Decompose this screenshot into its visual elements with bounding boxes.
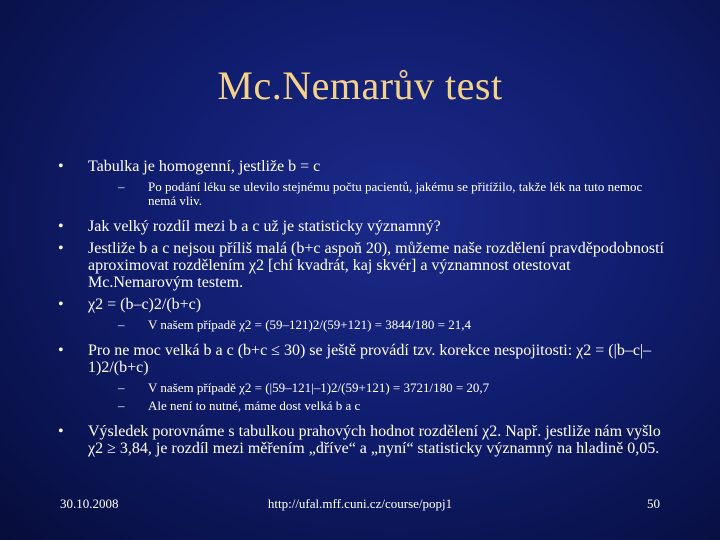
- bullet-text: Jestliže b a c nejsou příliš malá (b+c aspoň 20), můžeme naše rozdělení pravděpodobností aproximovat rozdělením χ2 [chí kvadrát, kaj skvér] a významnost otestovat Mc.Nemarovým testem.: [88, 240, 664, 291]
- footer-url: http://ufal.mff.cuni.cz/course/popj1: [267, 496, 453, 511]
- bullet-icon: •: [58, 342, 64, 359]
- sub-bullet-item: [118, 381, 668, 395]
- bullet-icon: •: [58, 296, 64, 313]
- bullet-item: [58, 296, 668, 313]
- bullet-item: [58, 423, 668, 457]
- bullet-item: [58, 342, 668, 376]
- slide-content: [58, 158, 668, 462]
- sub-bullet-text: V našem případě χ2 = (59–121)2/(59+121) = 3844/180 = 21,4: [148, 317, 471, 332]
- bullet-item: [58, 218, 668, 235]
- page-number: 50: [647, 496, 660, 511]
- sub-bullet-text: V našem případě χ2 = (|59–121|–1)2/(59+121) = 3721/180 = 20,7: [148, 380, 490, 395]
- bullet-text: Výsledek porovnáme s tabulkou prahových hodnot rozdělení χ2. Např. jestliže nám vyšlo χ2 ≥ 3,84, je rozdíl mezi měřením „dříve“ a „nyní“ statisticky významný na hladině 0,05.: [88, 423, 661, 457]
- sub-bullet-text: Ale není to nutné, máme dost velká b a c: [148, 398, 361, 413]
- bullet-text: Jak velký rozdíl mezi b a c už je statisticky významný?: [88, 218, 441, 235]
- bullet-text: χ2 = (b–c)2/(b+c): [88, 296, 202, 313]
- sub-bullet-item: [118, 399, 668, 413]
- dash-icon: –: [118, 179, 125, 194]
- bullet-icon: •: [58, 423, 64, 440]
- sub-bullet-item: [118, 318, 668, 332]
- bullet-icon: •: [58, 240, 64, 257]
- sub-bullet-item: [118, 180, 668, 208]
- sub-bullet-text: Po podání léku se ulevilo stejnému počtu pacientů, jakému se přitížilo, takže lék na tuto nemoc nemá vliv.: [148, 179, 643, 208]
- bullet-item: [58, 240, 668, 291]
- bullet-icon: •: [58, 158, 64, 175]
- bullet-item: [58, 158, 668, 175]
- footer-date: 30.10.2008: [60, 496, 119, 511]
- dash-icon: –: [118, 380, 125, 395]
- dash-icon: –: [118, 398, 125, 413]
- bullet-icon: •: [58, 218, 64, 235]
- bullet-text: Pro ne moc velká b a c (b+c ≤ 30) se ještě provádí tzv. korekce nespojitosti: χ2 = (|b–c|–1)2/(b+c): [88, 342, 652, 376]
- bullet-text: Tabulka je homogenní, jestliže b = c: [88, 158, 321, 175]
- dash-icon: –: [118, 317, 125, 332]
- slide-title: Mc.Nemarův test: [217, 63, 503, 108]
